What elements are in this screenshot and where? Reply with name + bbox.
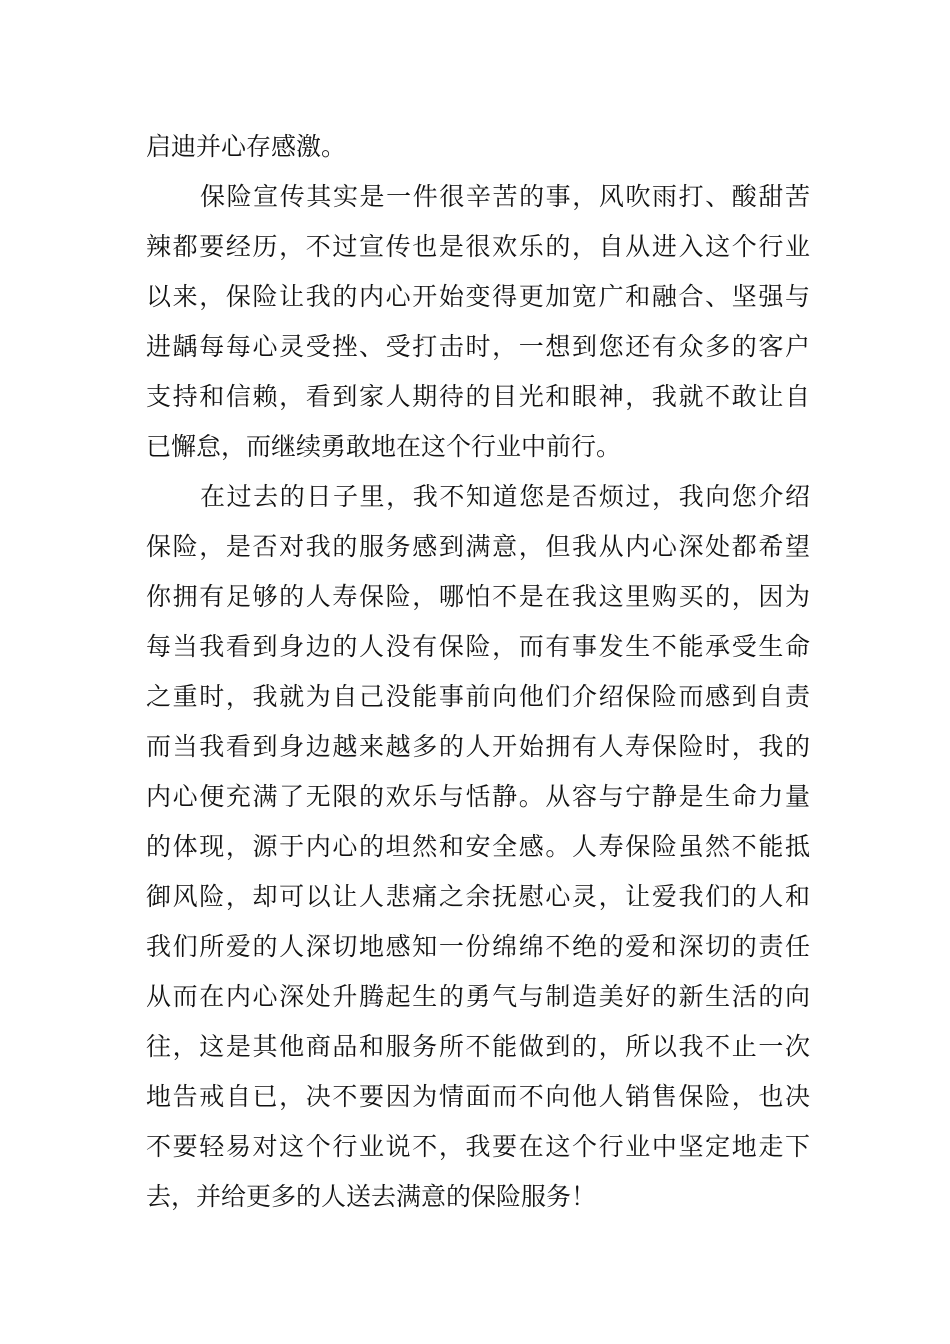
paragraph-3-line-4: 每当我看到身边的人没有保险，而有事发生不能承受生命 <box>146 632 810 661</box>
paragraph-3-line-3: 你拥有足够的人寿保险，哪怕不是在我这里购买的，因为 <box>146 582 810 611</box>
paragraph-3-line-9: 御风险，却可以让人悲痛之余抚慰心灵，让爱我们的人和 <box>146 882 810 911</box>
paragraph-3-line-15: 去，并给更多的人送去满意的保险服务！ <box>146 1182 597 1211</box>
paragraph-2-line-3: 以来，保险让我的内心开始变得更加宽广和融合、坚强与 <box>146 282 810 311</box>
paragraph-1-line-1: 启迪并心存感激。 <box>146 132 347 161</box>
paragraph-3-line-14: 不要轻易对这个行业说不，我要在这个行业中坚定地走下 <box>146 1132 810 1161</box>
paragraph-3-line-8: 的体现，源于内心的坦然和安全感。人寿保险虽然不能抵 <box>146 832 810 861</box>
paragraph-2-line-4: 进龋每每心灵受挫、受打击时，一想到您还有众多的客户 <box>146 332 810 361</box>
paragraph-3-line-13: 地告戒自已，决不要因为情面而不向他人销售保险，也决 <box>146 1082 810 1111</box>
paragraph-2-line-2: 辣都要经历，不过宣传也是很欢乐的，自从进入这个行业 <box>146 232 810 261</box>
paragraph-3-line-2: 保险，是否对我的服务感到满意，但我从内心深处都希望 <box>146 532 810 561</box>
paragraph-3-line-12: 往，这是其他商品和服务所不能做到的，所以我不止一次 <box>146 1032 810 1061</box>
paragraph-3-line-5: 之重时，我就为自己没能事前向他们介绍保险而感到自责 <box>146 682 810 711</box>
paragraph-3-line-7: 内心便充满了无限的欢乐与恬静。从容与宁静是生命力量 <box>146 782 810 811</box>
paragraph-2-line-5: 支持和信赖，看到家人期待的目光和眼神，我就不敢让自 <box>146 382 810 411</box>
paragraph-3-line-1: 在过去的日子里，我不知道您是否烦过，我向您介绍 <box>200 482 810 511</box>
paragraph-2-line-6: 已懈怠，而继续勇敢地在这个行业中前行。 <box>146 432 622 461</box>
document-body <box>146 122 810 1222</box>
paragraph-2-line-1: 保险宣传其实是一件很辛苦的事，风吹雨打、酸甜苦 <box>200 182 810 211</box>
paragraph-3-line-10: 我们所爱的人深切地感知一份绵绵不绝的爱和深切的责任 <box>146 932 810 961</box>
paragraph-3-line-6: 而当我看到身边越来越多的人开始拥有人寿保险时，我的 <box>146 732 810 761</box>
paragraph-3-line-11: 从而在内心深处升腾起生的勇气与制造美好的新生活的向 <box>146 982 810 1011</box>
